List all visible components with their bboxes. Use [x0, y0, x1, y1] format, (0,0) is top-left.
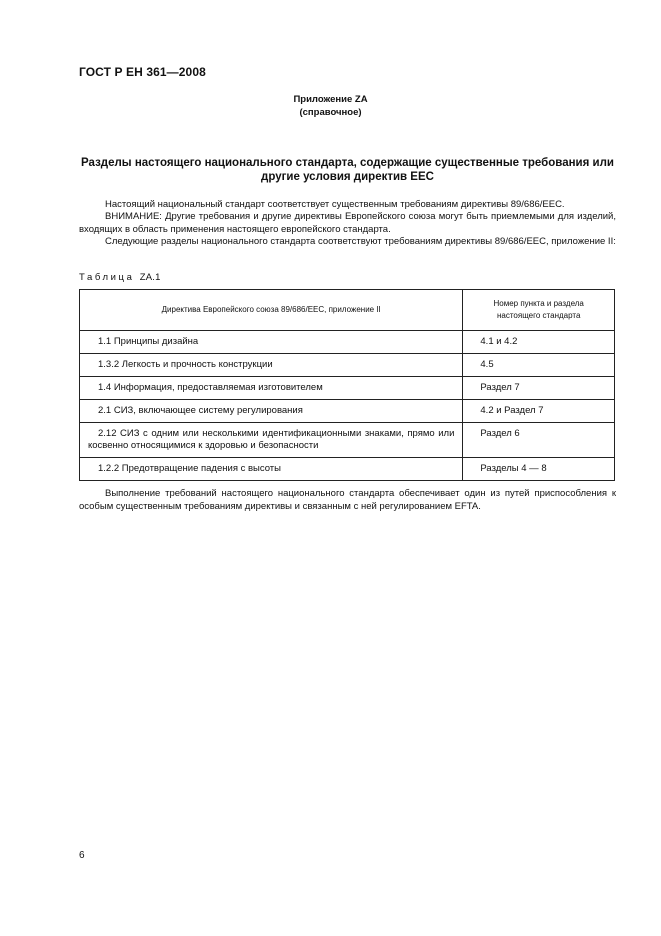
- paragraph-compliance: Настоящий национальный стандарт соответствует существенным требованиям директивы 89/686/EEC.: [105, 199, 565, 210]
- correspondence-table: [79, 289, 615, 481]
- table-row: [80, 331, 615, 354]
- table-cell-directive: 2.1 СИЗ, включающее систему регулирования: [80, 400, 463, 423]
- table-cell-clause: 4.2 и Раздел 7: [463, 400, 615, 423]
- document-code: ГОСТ Р ЕН 361—2008: [79, 65, 206, 79]
- section-title: Разделы настоящего национального стандарта, содержащие существенные требования или другие условия директив ЕЕС: [81, 157, 614, 183]
- table-cell-directive: 2.12 СИЗ с одним или несколькими идентификационными знаками, прямо или косвенно относящимися к здоровью и безопасности: [80, 423, 463, 458]
- table-cell-directive: 1.4 Информация, предоставляемая изготовителем: [80, 377, 463, 400]
- table-cell-clause: 4.1 и 4.2: [463, 331, 615, 354]
- table-cell-directive: 1.2.2 Предотвращение падения с высоты: [80, 458, 463, 481]
- paragraph-sections-intro: Следующие разделы национального стандарта соответствуют требованиям директивы 89/686/EEC, приложение II:: [105, 236, 616, 247]
- table-header-directive: Директива Европейского союза 89/686/EEC, приложение II: [80, 290, 463, 331]
- table-row: [80, 458, 615, 481]
- table-cell-clause: Раздел 7: [463, 377, 615, 400]
- annex-subtitle: (справочное): [299, 107, 362, 118]
- table-header-clause: [463, 290, 615, 331]
- table-row: [80, 354, 615, 377]
- table-row: [80, 377, 615, 400]
- table-cell-clause: 4.5: [463, 354, 615, 377]
- table-cell-clause: Разделы 4 — 8: [463, 458, 615, 481]
- table-cell-directive: 1.1 Принципы дизайна: [80, 331, 463, 354]
- table-caption: [79, 272, 161, 283]
- page-number: 6: [79, 850, 85, 861]
- table-caption-label: Таблица: [79, 272, 135, 283]
- paragraph-efta: Выполнение требований настоящего национального стандарта обеспечивает один из путей приспособления к особым существенным требованиям директивы и связанным с ней регулированием EFTA.: [79, 488, 616, 512]
- table-caption-number: ZA.1: [139, 272, 161, 283]
- table-cell-clause: Раздел 6: [463, 423, 615, 458]
- table-row: [80, 400, 615, 423]
- annex-title: Приложение ZA: [293, 94, 368, 105]
- table-header-row: [80, 290, 615, 331]
- table-row: [80, 423, 615, 458]
- paragraph-warning: ВНИМАНИЕ: Другие требования и другие директивы Европейского союза могут быть приемлемыми для изделий, входящих в область применения настоящего европейского стандарта.: [79, 211, 616, 235]
- table-header-clause-text: Номер пункта и раздела настоящего стандарта: [493, 299, 584, 320]
- table-cell-directive: 1.3.2 Легкость и прочность конструкции: [80, 354, 463, 377]
